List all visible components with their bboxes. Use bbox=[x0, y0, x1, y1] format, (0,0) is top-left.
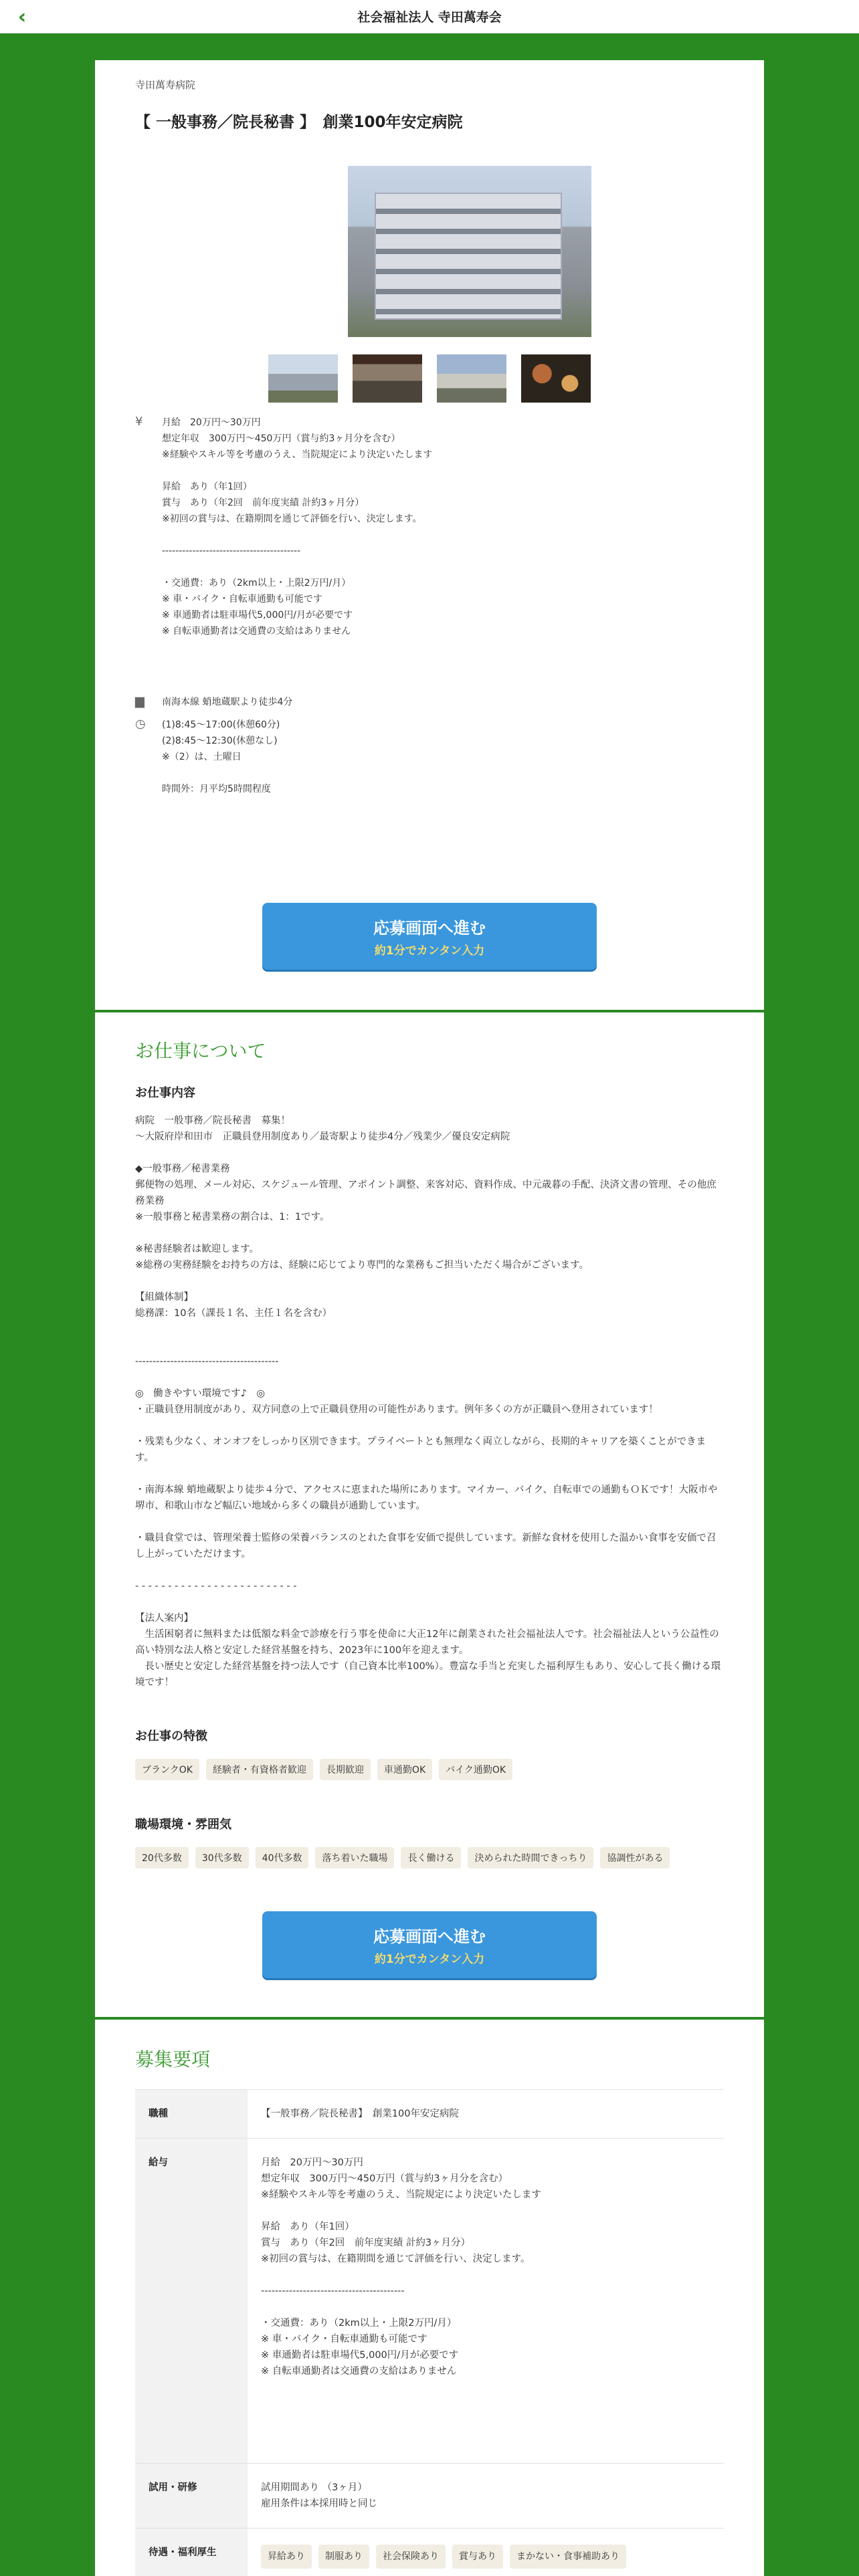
env-tag: 40代多数 bbox=[256, 1847, 309, 1868]
benefit-tag: 賞与あり bbox=[452, 2545, 503, 2569]
time-text: (1)8:45〜17:00(休憩60分) (2)8:45〜12:30(休憩なし) ※（2）は、土曜日 時間外：月平均5時間程度 bbox=[162, 720, 280, 794]
feature-tag: 経験者・有資格者歓迎 bbox=[206, 1759, 313, 1780]
table-row bbox=[135, 2090, 724, 2139]
environment-tags bbox=[135, 1847, 724, 1868]
company-name: 寺田萬寿病院 bbox=[135, 79, 196, 91]
content-heading: お仕事内容 bbox=[135, 1086, 195, 1100]
apply-button-sub: 約1分でカンタン入力 bbox=[374, 944, 485, 958]
row-label: 給与 bbox=[135, 2139, 248, 2464]
env-tag: 30代多数 bbox=[195, 1847, 249, 1868]
content-text: 病院 一般事務／院長秘書 募集！ 〜大阪府岸和田市 正職員登用制度あり／最寄駅より徒歩4分／残業少／優良安定病院 ◆一般事務／秘書業務 郵便物の処理、メール対応、スケジュール管理、アポイント調整、来客対応、資料作成、中元歳暮の手配、決済文書の管理、その他庶務業務 ※一般事務と秘書業務の割合は、1：1です。 ※秘書経験者は歓迎します。 ※総務の実務経験をお持ちの方は、経験に応じてより専門的な業務もご担当いただく場合がございます。 【組織体制】 総務課：10名（課長１名、主任１名を含む） ----------------------------------------- ◎ 働きやすい環境です♪ ◎ ・正職員登用制度があり、双方同意の上で正職員登用の可能性があります。例年多くの方が正職員へ登用されています！ ・残業も少なく、オンオフをしっかり区別できます。プライベートとも無理なく両立しながら、長期的キャリアを築くことができます。 ・南海本線 蛸地蔵駅より徒歩４分で、アクセスに恵まれた場所にあります。マイカー、バイク、自転車での通勤もＯＫです！大阪市や堺市、和歌山市など幅広い地域から多くの職員が通勤しています。 ・職員食堂では、管理栄養士監修の栄養バランスのとれた食事を安価で提供しています。新鮮な食材を使用した温かい食事を安価で召し上がっていただけます。 - - - - - - - - - - - - - - - - - - - - - - - - - 【法人案内】 生活困窮者に無料または低額な料金で診療を行う事を使命に大正12年に創業された社会福祉法人です。社会福祉法人という公益性の高い特別な法人格と安定した経営基盤を持ち、2023年に100年を迎えます。 長い歴史と安定した経営基盤を持つ法人です（自己資本比率100%）。豊富な手当と充実した福利厚生もあり、安心して長く働ける環境です！ bbox=[135, 1115, 721, 1688]
row-value: 月給 20万円〜30万円 想定年収 300万円〜450万円（賞与約3ヶ月分を含む） ※経験やスキル等を考慮のうえ、当院規定により決定いたします 昇給 あり（年1回） 賞与 あり（年2回 前年度実績 計約3ヶ月分） ※初回の賞与は、在籍期間を通じて評価を行い、決定します。 ----------------------------------------- ・交通費：あり（2km以上・上限2万円/月） ※ 車・バイク・自転車通勤も可能です ※ 車通勤者は駐車場代5,000円/月が必要です ※ 自転車通勤者は交通費の支給はありません bbox=[248, 2139, 724, 2464]
benefit-tag: 制服あり bbox=[318, 2545, 369, 2569]
yen-icon: ¥ bbox=[135, 415, 143, 429]
table-row bbox=[135, 2464, 724, 2529]
salary-row bbox=[135, 415, 724, 639]
thumbnail-1[interactable] bbox=[268, 354, 338, 403]
requirements-panel bbox=[95, 2020, 764, 2576]
apply-button-label: 応募画面へ進む bbox=[373, 1927, 486, 1946]
apply-button[interactable] bbox=[262, 903, 597, 970]
time-row bbox=[135, 717, 724, 797]
section-title-requirements: 募集要項 bbox=[135, 2048, 211, 2070]
feature-tag: 長期歓迎 bbox=[320, 1759, 371, 1780]
row-label: 職種 bbox=[135, 2090, 248, 2139]
feature-tag: バイク通勤OK bbox=[439, 1759, 512, 1780]
env-tag: 協調性がある bbox=[600, 1847, 670, 1868]
env-tag: 20代多数 bbox=[135, 1847, 189, 1868]
features-heading: お仕事の特徴 bbox=[135, 1729, 207, 1743]
thumbnail-3[interactable] bbox=[437, 354, 506, 403]
benefit-tag: まかない・食事補助あり bbox=[510, 2545, 626, 2569]
photo-thumbnails bbox=[135, 354, 724, 403]
row-value bbox=[248, 2529, 724, 2576]
feature-tag: ブランクOK bbox=[135, 1759, 199, 1780]
access-row bbox=[135, 694, 724, 710]
benefit-tag: 社会保険あり bbox=[376, 2545, 446, 2569]
apply-button-sub: 約1分でカンタン入力 bbox=[374, 1953, 485, 1966]
apply-button-label: 応募画面へ進む bbox=[373, 919, 486, 938]
table-row bbox=[135, 2529, 724, 2576]
main-photo[interactable] bbox=[348, 166, 591, 337]
page-title: 社会福祉法人 寺田萬寿会 bbox=[357, 10, 502, 25]
apply-button[interactable] bbox=[262, 1911, 597, 1978]
access-text: 南海本線 蛸地蔵駅より徒歩4分 bbox=[162, 697, 293, 708]
salary-text: 月給 20万円〜30万円 想定年収 300万円〜450万円（賞与約3ヶ月分を含む） ※経験やスキル等を考慮のうえ、当院規定により決定いたします 昇給 あり（年1回） 賞与 あり（年2回 前年度実績 計約3ヶ月分） ※初回の賞与は、在籍期間を通じて評価を行い、決定します。 ----------------------------------------- ・交通費：あり（2km以上・上限2万円/月） ※ 車・バイク・自転車通勤も可能です ※ 車通勤者は駐車場代5,000円/月が必要です ※ 自転車通勤者は交通費の支給はありません bbox=[162, 417, 433, 637]
about-job-panel bbox=[95, 1012, 764, 2017]
row-label: 待遇・福利厚生 bbox=[135, 2529, 248, 2576]
job-title: 【 一般事務／院長秘書 】 創業100年安定病院 bbox=[135, 114, 463, 131]
section-title-about: お仕事について bbox=[135, 1040, 266, 1062]
features-tags bbox=[135, 1759, 724, 1780]
env-tag: 決められた時間できっちり bbox=[468, 1847, 593, 1868]
top-bar bbox=[0, 0, 859, 33]
row-label: 試用・研修 bbox=[135, 2464, 248, 2529]
env-tag: 長く働ける bbox=[401, 1847, 461, 1868]
table-row bbox=[135, 2139, 724, 2464]
env-tag: 落ち着いた職場 bbox=[315, 1847, 394, 1868]
thumbnail-2[interactable] bbox=[353, 354, 422, 403]
benefits-tags bbox=[261, 2545, 710, 2569]
requirements-table bbox=[135, 2089, 724, 2576]
train-icon: ▆ bbox=[135, 694, 145, 708]
environment-heading: 職場環境・雰囲気 bbox=[135, 1818, 231, 1832]
building-graphic bbox=[375, 193, 562, 320]
thumbnail-4[interactable] bbox=[521, 354, 591, 403]
feature-tag: 車通勤OK bbox=[377, 1759, 432, 1780]
clock-icon: ◷ bbox=[135, 717, 146, 731]
chevron-left-icon[interactable]: ‹ bbox=[17, 5, 27, 29]
row-value: 試用期間あり （3ヶ月） 雇用条件は本採用時と同じ bbox=[248, 2464, 724, 2529]
row-value: 【一般事務／院長秘書】 創業100年安定病院 bbox=[248, 2090, 724, 2139]
job-summary-panel bbox=[95, 60, 764, 1010]
benefit-tag: 昇給あり bbox=[261, 2545, 312, 2569]
